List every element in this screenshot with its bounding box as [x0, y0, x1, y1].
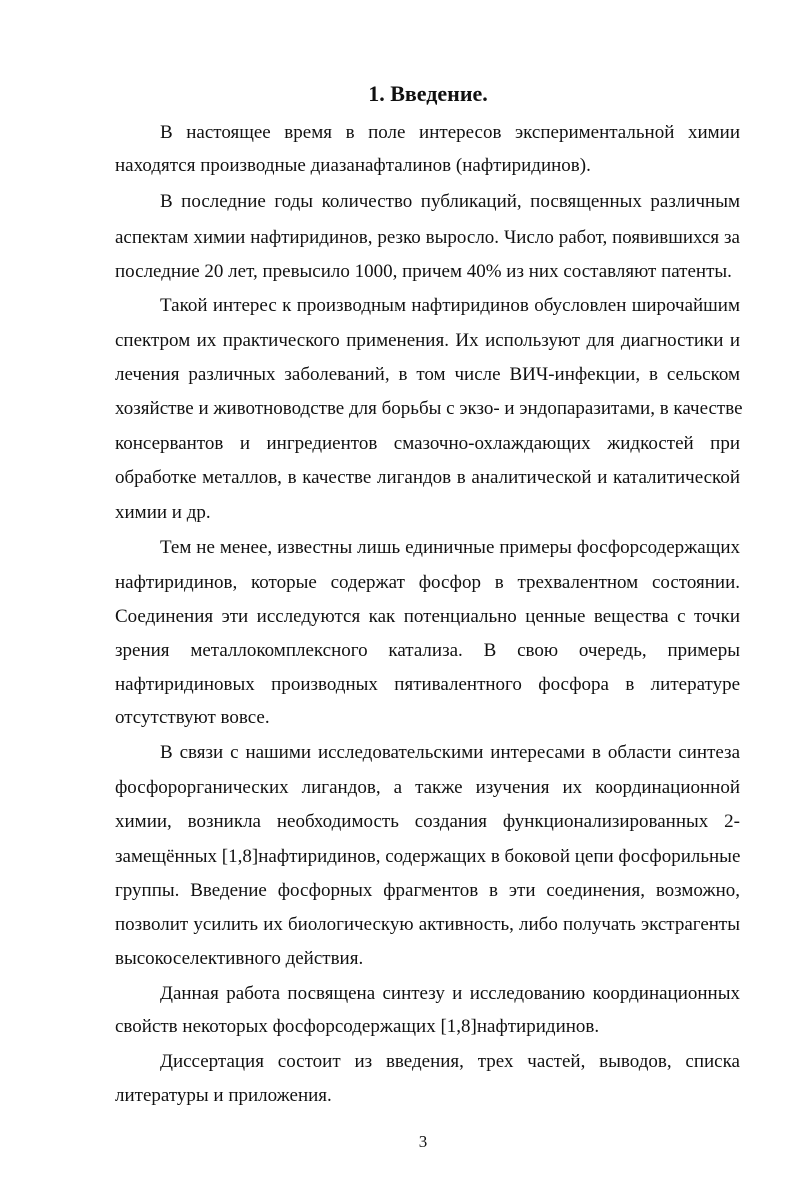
paragraph-3-line-6: обработке металлов, в качестве лигандов в аналитической и каталитической — [115, 467, 740, 488]
paragraph-3-line-2: спектром их практического применения. Их используют для диагностики и — [115, 330, 740, 351]
paragraph-4-line-3: Соединения эти исследуются как потенциально ценные вещества с точки — [115, 606, 740, 627]
paragraph-4-line-6: отсутствуют вовсе. — [115, 707, 270, 728]
paragraph-7-line-2: литературы и приложения. — [115, 1085, 332, 1106]
paragraph-3-line-1: Такой интерес к производным нафтиридинов обусловлен широчайшим — [160, 295, 740, 316]
paragraph-4-line-5: нафтиридиновых производных пятивалентного фосфора в литературе — [115, 674, 740, 695]
paragraph-4-line-2: нафтиридинов, которые содержат фосфор в трехвалентном состоянии. — [115, 572, 740, 593]
paragraph-2-line-2: аспектам химии нафтиридинов, резко выросло. Число работ, появившихся за — [115, 227, 740, 248]
paragraph-5-line-6: позволит усилить их биологическую активность, либо получать экстрагенты — [115, 914, 740, 935]
paragraph-5-line-7: высокоселективного действия. — [115, 948, 364, 969]
paragraph-2-line-3: последние 20 лет, превысило 1000, причем 40% из них составляют патенты. — [115, 261, 732, 282]
section-heading: 1. Введение. — [368, 81, 488, 106]
paragraph-3-line-4: хозяйстве и животноводстве для борьбы с экзо- и эндопаразитами, в качестве — [115, 398, 743, 419]
page-number: 3 — [418, 1132, 428, 1151]
paragraph-3-line-7: химии и др. — [115, 502, 211, 523]
paragraph-6-line-1: Данная работа посвящена синтезу и исследованию координационных — [160, 983, 740, 1004]
paragraph-2-line-1: В последние годы количество публикаций, посвященных различным — [160, 191, 740, 212]
paragraph-6-line-2: свойств некоторых фосфорсодержащих [1,8]нафтиридинов. — [115, 1016, 600, 1037]
paragraph-5-line-2: фосфорорганических лигандов, а также изучения их координационной — [115, 777, 740, 798]
paragraph-5-line-5: группы. Введение фосфорных фрагментов в эти соединения, возможно, — [115, 880, 740, 901]
paragraph-1-line-1: В настоящее время в поле интересов экспериментальной химии — [160, 122, 740, 143]
paragraph-3-line-3: лечения различных заболеваний, в том числе ВИЧ-инфекции, в сельском — [115, 364, 740, 385]
paragraph-1-line-2: находятся производные диазанафталинов (нафтиридинов). — [115, 155, 591, 176]
paragraph-5-line-4: замещённых [1,8]нафтиридинов, содержащих в боковой цепи фосфорильные — [115, 846, 741, 867]
paragraph-7-line-1: Диссертация состоит из введения, трех частей, выводов, списка — [160, 1051, 740, 1072]
paragraph-4-line-4: зрения металлокомплексного катализа. В свою очередь, примеры — [115, 640, 740, 661]
paragraph-5-line-1: В связи с нашими исследовательскими интересами в области синтеза — [160, 742, 740, 763]
paragraph-5-line-3: химии, возникла необходимость создания функционализированных 2- — [115, 811, 740, 832]
paragraph-3-line-5: консервантов и ингредиентов смазочно-охлаждающих жидкостей при — [115, 433, 740, 454]
paragraph-4-line-1: Тем не менее, известны лишь единичные примеры фосфорсодержащих — [160, 537, 740, 558]
